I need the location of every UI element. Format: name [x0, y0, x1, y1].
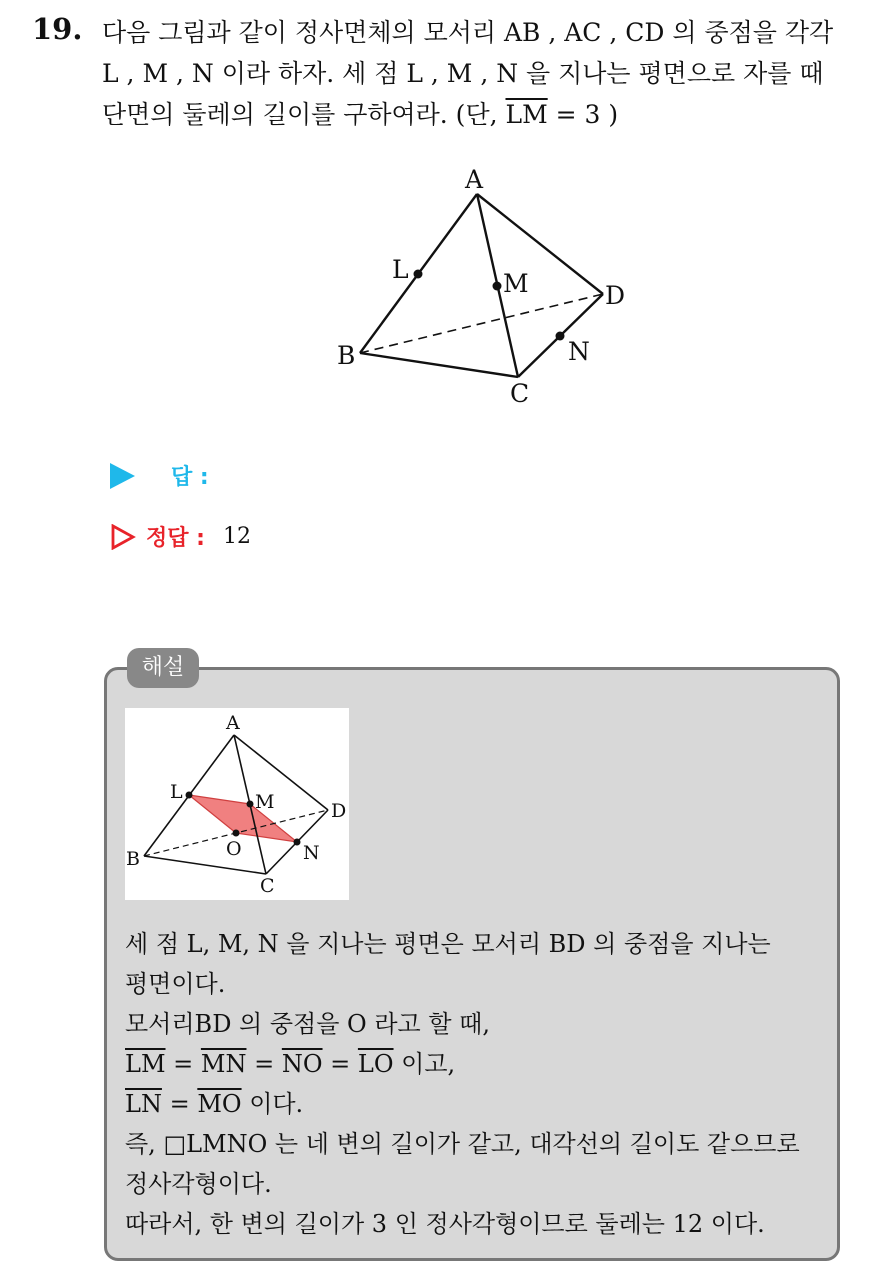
equals-sign: =: [165, 1050, 201, 1078]
sol-point-l: [186, 792, 193, 799]
question-line-1: 다음 그림과 같이 정사면체의 모서리 AB , AC , CD 의 중점을 각각: [102, 18, 834, 47]
solution-line-6: 즉, □LMNO 는 네 변의 길이가 같고, 대각선의 길이도 같으므로: [125, 1130, 800, 1158]
question-text: [102, 12, 864, 135]
label-a: A: [465, 165, 484, 194]
label-d: D: [605, 281, 626, 310]
correct-answer-row: [110, 521, 251, 552]
segment-mo: $\overline{MO}$: [197, 1090, 242, 1118]
correct-answer-value: 12: [222, 524, 251, 549]
equals-sign: =: [246, 1050, 282, 1078]
equals-sign: =: [161, 1090, 198, 1118]
tetrahedron-figure: [325, 160, 645, 410]
solution-line-5: [125, 1084, 830, 1124]
solution-line-3: 모서리BD 의 중점을 O 라고 할 때,: [125, 1010, 490, 1038]
segment-no: $\overline{NO}$: [281, 1050, 323, 1078]
label-b: B: [337, 341, 356, 370]
sol-point-n: [294, 839, 301, 846]
question-line-3: [102, 94, 864, 135]
solution-tab: 해설: [127, 648, 199, 688]
segment-lo: $\overline{LO}$: [357, 1050, 394, 1078]
sol-label-c: C: [260, 875, 275, 897]
segment-lm: $\overline{LM}$: [505, 100, 548, 129]
solution-line-4: [125, 1044, 830, 1084]
line-5-suffix: 이다.: [241, 1090, 304, 1118]
point-l: [414, 270, 423, 279]
answer-row: [110, 460, 227, 491]
sol-label-b: B: [126, 848, 140, 870]
equals-sign: =: [322, 1050, 358, 1078]
edge-bc: [360, 353, 518, 377]
sol-point-o: [233, 830, 240, 837]
answer-label: 답 :: [171, 465, 209, 490]
solution-figure: [125, 708, 349, 900]
question-line-2: L , M , N 이라 하자. 세 점 L , M , N 을 지나는 평면으로 자를 때: [102, 59, 824, 88]
segment-mn: $\overline{MN}$: [200, 1050, 247, 1078]
solution-text: [125, 924, 830, 1244]
play-triangle-icon: [110, 463, 135, 489]
label-n: N: [568, 337, 590, 366]
correct-answer-label: 정답 :: [146, 526, 205, 551]
sol-label-n: N: [303, 842, 320, 864]
sol-label-m: M: [255, 791, 275, 813]
label-m: M: [503, 269, 529, 298]
solution-line-1: 세 점 L, M, N 을 지나는 평면은 모서리 BD 의 중점을 지나는: [125, 930, 771, 958]
question-line-3-pre: 단면의 둘레의 길이를 구하여라. (단,: [102, 100, 506, 129]
question-line-3-post: = 3 ): [547, 100, 619, 129]
point-n: [556, 332, 565, 341]
solution-line-2: 평면이다.: [125, 970, 226, 998]
sol-label-o: O: [226, 838, 242, 860]
segment-ln: $\overline{LN}$: [125, 1090, 162, 1118]
solution-line-7: 정사각형이다.: [125, 1170, 272, 1198]
solution-line-8: 따라서, 한 변의 길이가 3 인 정사각형이므로 둘레는 12 이다.: [125, 1210, 765, 1238]
label-c: C: [510, 379, 530, 408]
sol-label-a: A: [226, 712, 240, 734]
outline-triangle-icon: [110, 524, 136, 550]
label-l: L: [392, 255, 409, 284]
sol-label-l: L: [170, 781, 183, 803]
tetrahedron-edges: [360, 194, 603, 377]
segment-lm: $\overline{LM}$: [125, 1050, 166, 1078]
question-number: 19.: [32, 12, 83, 46]
sol-point-m: [247, 801, 254, 808]
point-m: [493, 282, 502, 291]
line-4-suffix: 이고,: [393, 1050, 456, 1078]
sol-label-d: D: [331, 800, 347, 822]
